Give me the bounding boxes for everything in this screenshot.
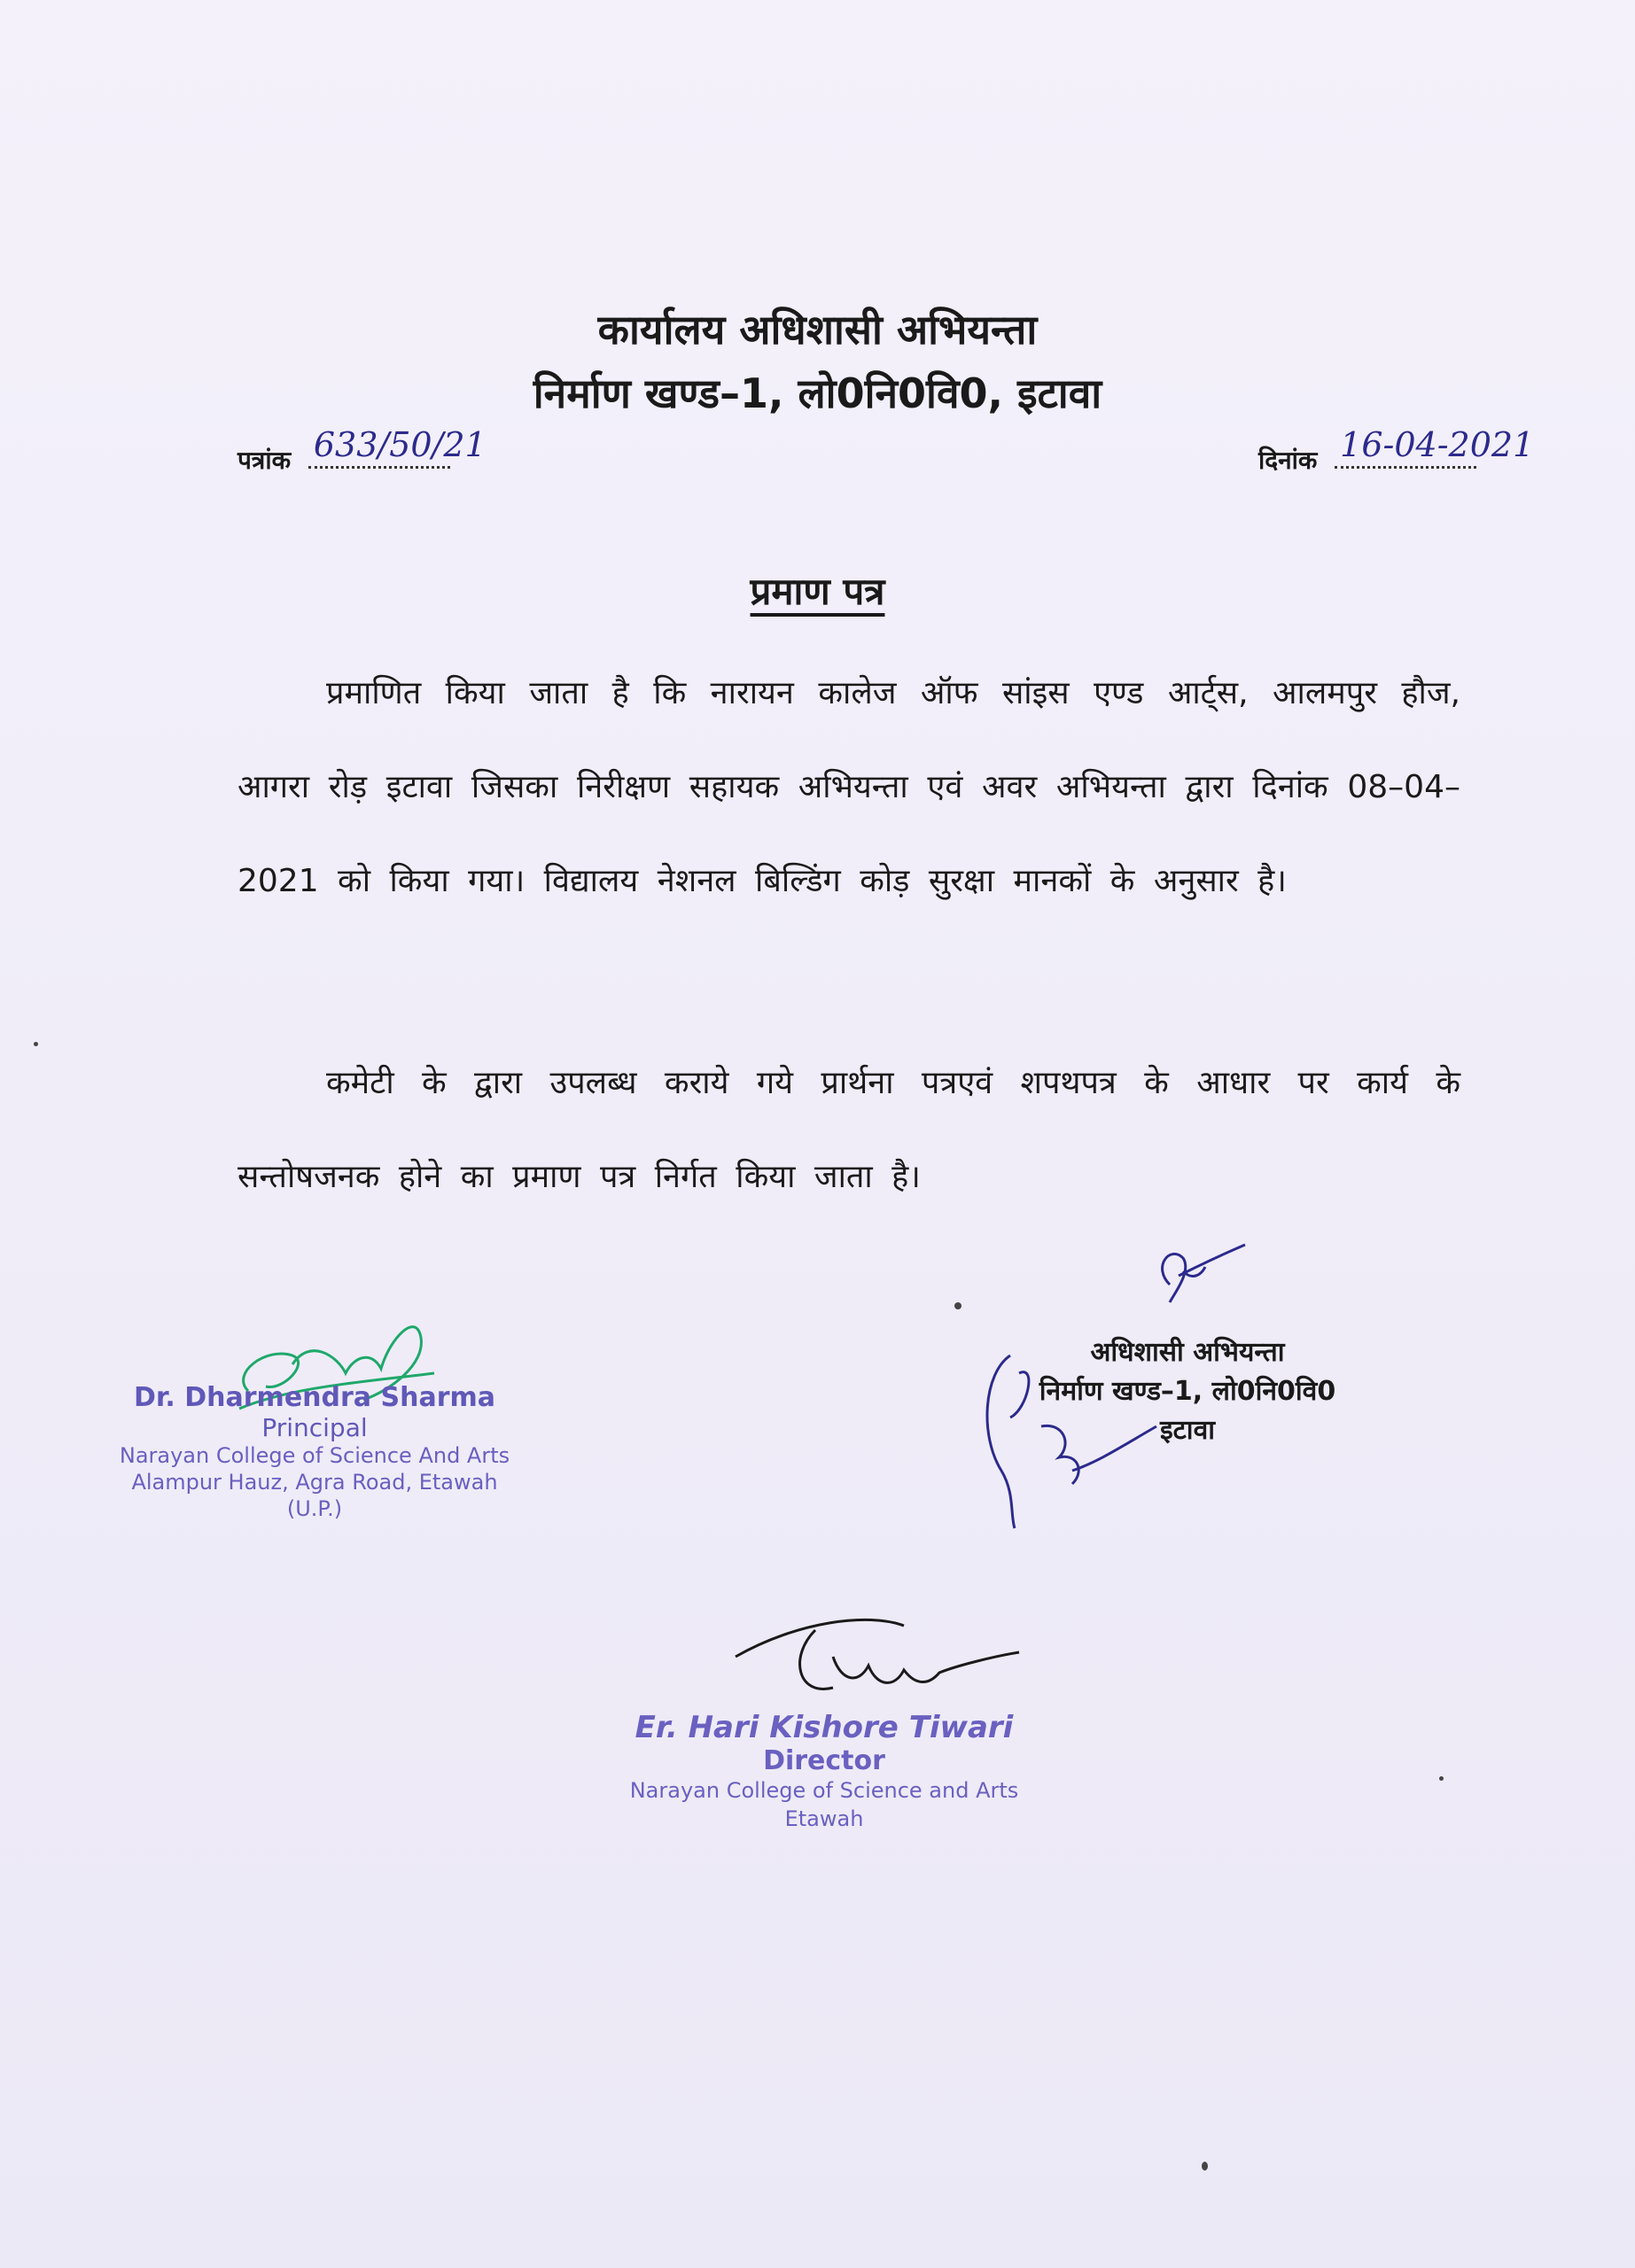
reference-value: 633/50/21: [313, 425, 487, 464]
director-signature: [727, 1604, 1028, 1710]
director-role: Director: [763, 1745, 885, 1776]
principal-role: Principal: [261, 1413, 368, 1442]
engineer-division: निर्माण खण्ड–1, लो0नि0वि0: [1039, 1376, 1336, 1407]
director-organization: Narayan College of Science and Arts: [629, 1778, 1019, 1803]
reference-number: [237, 425, 487, 477]
date-value: 16-04-2021: [1340, 425, 1535, 464]
paper-speck: [1202, 2162, 1208, 2171]
body-paragraph-1: [237, 647, 1460, 928]
paper-speck: [1439, 1776, 1444, 1781]
date-label: दिनांक: [1258, 446, 1318, 475]
engineer-title: अधिशासी अभियन्ता: [1090, 1337, 1285, 1368]
office-header-line-1: कार्यालय अधिशासी अभियन्ता: [597, 306, 1038, 353]
paper-speck: [34, 1042, 38, 1046]
office-header-line-2: निर्माण खण्ड–1, लो0नि0वि0, इटावा: [533, 369, 1102, 417]
paragraph-1-text: प्रमाणित किया जाता है कि नारायन कालेज ऑफ सांइस एण्ड आर्ट्स, आलमपुर हौज, आगरा रोड़ इटावा जिसका निरीक्षण सहायक अभियन्ता एवं अवर अभियन्ता द्वारा दिनांक 08–04–2021 को किया गया। विद्यालय नेशनल बिल्डिंग कोड़ सुरक्षा मानकों के अनुसार है।: [237, 675, 1460, 899]
principal-name: Dr. Dharmendra Sharma: [134, 1382, 495, 1413]
date-field: [1335, 425, 1535, 469]
body-paragraph-2: [237, 1037, 1460, 1224]
director-stamp: [585, 1710, 1063, 1833]
principal-stamp: [115, 1382, 514, 1522]
reference-field: [308, 425, 487, 469]
certificate-title: प्रमाण पत्र: [750, 570, 885, 613]
paragraph-2-text: कमेटी के द्वारा उपलब्ध कराये गये प्रार्थना पत्रएवं शपथपत्र के आधार पर कार्य के सन्तोषजनक होने का प्रमाण पत्र निर्गत किया जाता है।: [237, 1065, 1460, 1195]
engineer-signature: [975, 1338, 1170, 1533]
engineer-initials: [1143, 1240, 1258, 1311]
director-city: Etawah: [784, 1806, 864, 1831]
engineer-city: इटावा: [1159, 1415, 1216, 1446]
paper-speck: [954, 1302, 962, 1309]
date-row: [1258, 425, 1535, 477]
principal-address: Alampur Hauz, Agra Road, Etawah (U.P.): [131, 1470, 498, 1521]
principal-organization: Narayan College of Science And Arts: [119, 1443, 510, 1468]
reference-label: पत्रांक: [237, 446, 292, 475]
director-name: Er. Hari Kishore Tiwari: [635, 1710, 1014, 1745]
